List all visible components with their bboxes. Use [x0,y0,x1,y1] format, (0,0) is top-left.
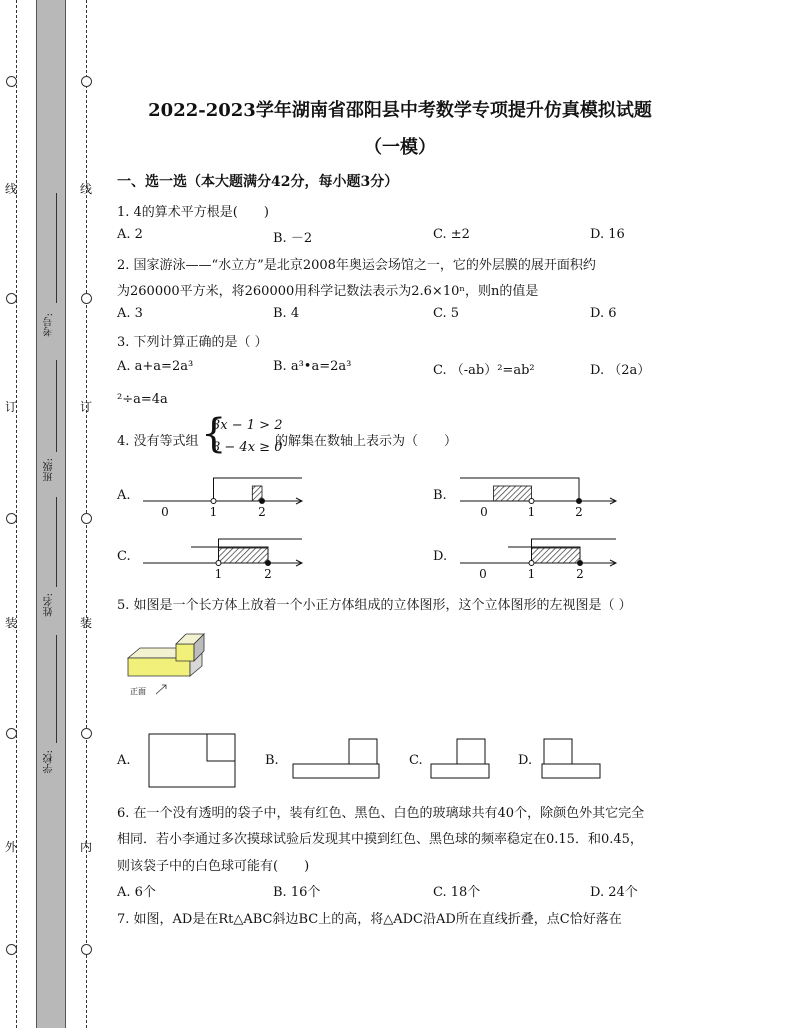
closed-point [577,499,582,504]
q3-option-b: B. a³•a=2a³ [273,359,352,374]
q4-option-a: A. [117,488,131,503]
q1-stem: 1. 4的算术平方根是( ) [117,205,269,220]
q5-option-c: C. [409,753,423,768]
solid-figure [120,628,220,700]
q6-option-a: A. 6个 [117,885,156,900]
arrow-icon [156,685,166,694]
shaded-region [494,486,532,501]
outer-label: 外 [5,840,18,854]
q2-option-a: A. 3 [117,306,143,321]
tick-label: 2 [575,505,583,519]
closed-point [260,499,265,504]
q2-stem-line2: 为260000平方米，将260000用科学记数法表示为2.6×10ⁿ，则n的值是 [117,284,539,299]
q4-option-b: B. [433,488,447,503]
q4-stem-post: 的解集在数轴上表示为（ ） [275,434,458,449]
tick-label: 1 [209,505,218,519]
section-heading: 一、选一选（本大题满分42分，每小题3分） [117,174,399,190]
q4-ineq1: 3x − 1 > 2 [212,418,283,433]
outer-label: 订 [5,400,18,414]
tick-label: 1 [527,567,536,581]
q5-option-d: D. [518,753,533,768]
tick-label: 1 [527,505,536,519]
q2-option-c: C. 5 [433,306,460,321]
q3-option-c: C. （-ab）²=ab² [433,363,535,378]
q2-option-b: B. 4 [273,306,300,321]
q3-option-a: A. a+a=2a³ [117,359,194,374]
front-label: 正面 [130,687,146,696]
q6-option-c: C. 18个 [433,885,481,900]
q5-figure-b [292,738,382,780]
q5-figure-d [541,738,603,780]
field-school-label: 学校: [44,750,55,774]
q3-stem: 3. 下列计算正确的是（ ） [117,335,268,350]
q3-option-d: D. （2a） [590,363,651,378]
page-subtitle: （一模） [364,137,436,158]
q6-option-d: D. 24个 [590,885,638,900]
q6-option-b: B. 16个 [273,885,321,900]
tick-label: 0 [480,505,488,519]
brace: { [201,411,227,457]
inner-label: 内 [80,840,93,854]
q3-option-d-cont: ²÷a=4a [117,392,168,407]
inner-label: 装 [80,616,93,630]
page-title: 2022-2023学年湖南省邵阳县中考数学专项提升仿真模拟试题 [148,100,652,121]
q2-option-d: D. 6 [590,306,617,321]
q2-stem-line1: 2. 国家游泳——“水立方”是北京2008年奥运会场馆之一，它的外层膜的展开面积约 [117,258,596,273]
q5-option-b: B. [265,753,279,768]
q4-ineq2: 8 − 4x ≥ 0 [212,440,283,455]
shaded-region [532,548,581,563]
q1-option-a: A. 2 [117,227,143,242]
tick-label: 1 [214,567,223,581]
closed-point [578,561,583,566]
outer-label: 线 [5,182,18,196]
q1-option-c: C. ±2 [433,227,470,242]
open-point [529,499,534,504]
shaded-region [219,548,269,563]
tick-label: 0 [161,505,169,519]
outer-label: 装 [5,616,18,630]
open-point [211,499,216,504]
q4-option-d: D. [433,549,448,564]
q5-stem: 5. 如图是一个长方体上放着一个小正方体组成的立体图形，这个立体图形的左视图是（ ） [117,598,632,613]
inner-label: 线 [80,182,93,196]
q1-option-d: D. 16 [590,227,625,242]
tick-label: 2 [576,567,584,581]
field-exam-number-label: 考号: [44,313,55,337]
tick-label: 0 [479,567,487,581]
open-point [216,561,221,566]
q6-stem-line3: 则该袋子中的白色球可能有( ) [117,859,310,874]
q1-option-b: B. －2 [273,231,313,246]
inner-label: 订 [80,400,93,414]
q6-stem-line2: 相同．若小李通过多次摸球试验后发现其中摸到红色、黑色球的频率稳定在0.15．和0.45， [117,832,643,847]
q5-option-a: A. [117,753,131,768]
field-name-label: 姓名: [44,593,55,617]
field-class-label: 班级: [44,458,55,482]
tick-label: 2 [264,567,272,581]
q5-figure-a [148,733,238,789]
q4-option-c: C. [117,549,131,564]
q7-stem-line1: 7. 如图，AD是在Rt△ABC斜边BC上的高，将△ADC沿AD所在直线折叠，点C恰好落在 [117,912,622,927]
q6-stem-line1: 6. 在一个没有透明的袋子中，装有红色、黑色、白色的玻璃球共有40个，除颜色外其它完全 [117,806,645,821]
q4-stem-pre: 4. 没有等式组 [117,434,199,449]
q5-figure-c [430,738,492,780]
tick-label: 2 [258,505,266,519]
open-point [529,561,534,566]
closed-point [266,561,271,566]
